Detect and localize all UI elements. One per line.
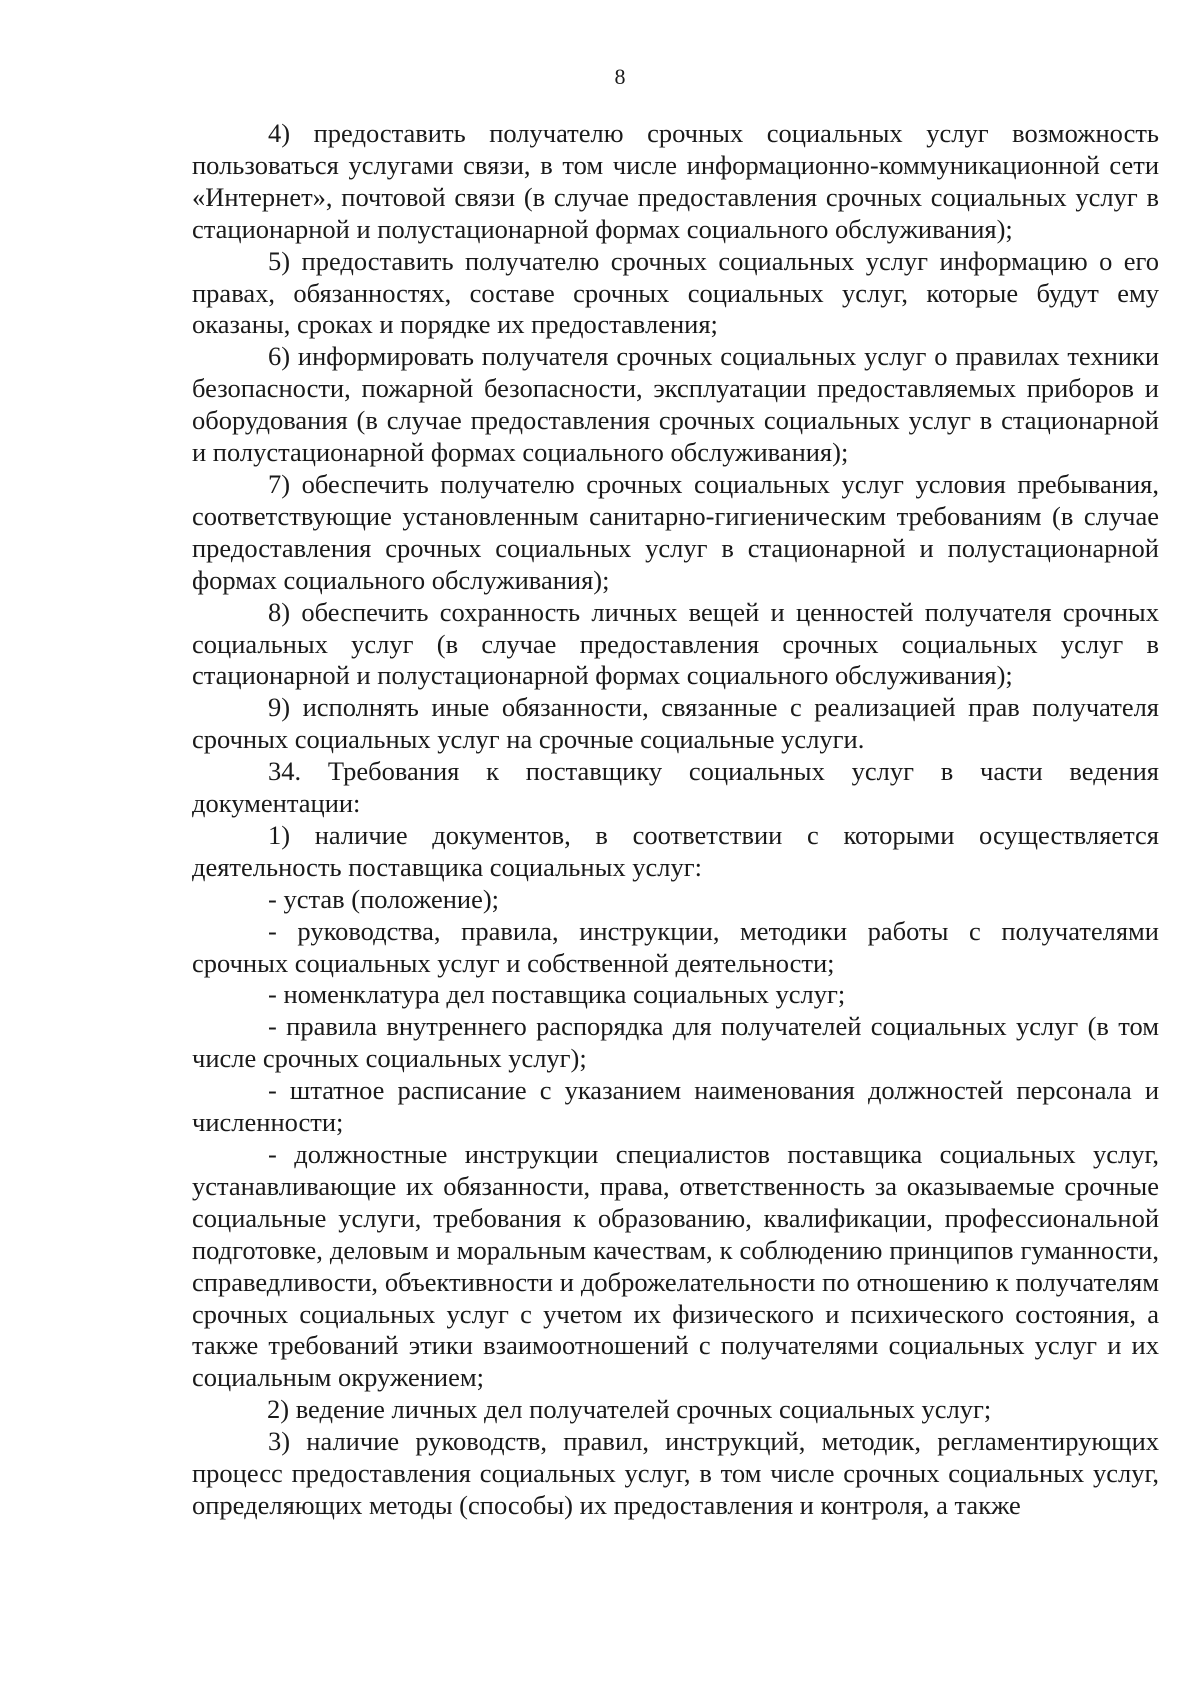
paragraph-item-1: 1) наличие документов, в соответствии с которыми осуществляется деятельность поставщика социальных услуг: [192, 819, 1159, 882]
section-34-heading: 34. Требования к поставщику социальных услуг в части ведения документации: [192, 756, 1159, 819]
paragraph-item-4: 4) предоставить получателю срочных социальных услуг возможность пользоваться услугами связи, в том числе информационно-коммуникационной сети «Интернет», почтовой связи (в случае предоставления срочных социальных услуг в стационарной и полустационарной формах социального обслуживания); [192, 118, 1159, 244]
list-item-nomenclature: - номенклатура дел поставщика социальных услуг; [268, 979, 846, 1010]
list-item-guidelines: - руководства, правила, инструкции, методики работы с получателями срочных социальных услуг и собственной деятельности; [192, 915, 1159, 978]
list-item-internal-rules: - правила внутреннего распорядка для получателей социальных услуг (в том числе срочных социальных услуг); [192, 1011, 1159, 1074]
page-number: 8 [614, 64, 626, 89]
list-item-job-descriptions: - должностные инструкции специалистов поставщика социальных услуг, устанавливающие их обязанности, права, ответственность за оказываемые срочные социальные услуги, требования к образованию, квалификации, профессиональной подготовке, деловым и моральным качествам, к соблюдению принципов гуманности, справедливости, объективности и доброжелательности по отношению к получателям срочных социальных услуг с учетом их физического и психического состояния, а также требований этики взаимоотношений с получателями социальных услуг и их социальным окружением; [192, 1139, 1159, 1393]
paragraph-item-2: 2) ведение личных дел получателей срочных социальных услуг; [267, 1394, 992, 1425]
list-item-charter: - устав (положение); [268, 883, 500, 914]
paragraph-item-9: 9) исполнять иные обязанности, связанные с реализацией прав получателя срочных социальных услуг на срочные социальные услуги. [192, 692, 1159, 755]
document-body [192, 118, 1159, 1522]
paragraph-item-5: 5) предоставить получателю срочных социальных услуг информацию о его правах, обязанностях, составе срочных социальных услуг, которые будут ему оказаны, сроках и порядке их предоставления; [192, 245, 1159, 340]
list-item-staff-schedule: - штатное расписание с указанием наименования должностей персонала и численности; [192, 1075, 1159, 1138]
paragraph-item-6: 6) информировать получателя срочных социальных услуг о правилах техники безопасности, пожарной безопасности, эксплуатации предоставляемых приборов и оборудования (в случае предоставления срочных социальных услуг в стационарной и полустационарной формах социального обслуживания); [192, 341, 1159, 468]
paragraph-item-3: 3) наличие руководств, правил, инструкций, методик, регламентирующих процесс предоставления социальных услуг, в том числе срочных социальных услуг, определяющих методы (способы) их предоставления и контроля, а также [192, 1426, 1159, 1520]
paragraph-item-8: 8) обеспечить сохранность личных вещей и ценностей получателя срочных социальных услуг (в случае предоставления срочных социальных услуг в стационарной и полустационарной формах социального обслуживания); [192, 596, 1159, 691]
paragraph-item-7: 7) обеспечить получателю срочных социальных услуг условия пребывания, соответствующие установленным санитарно-гигиеническим требованиям (в случае предоставления срочных социальных услуг в стационарной и полустационарной формах социального обслуживания); [192, 468, 1159, 595]
